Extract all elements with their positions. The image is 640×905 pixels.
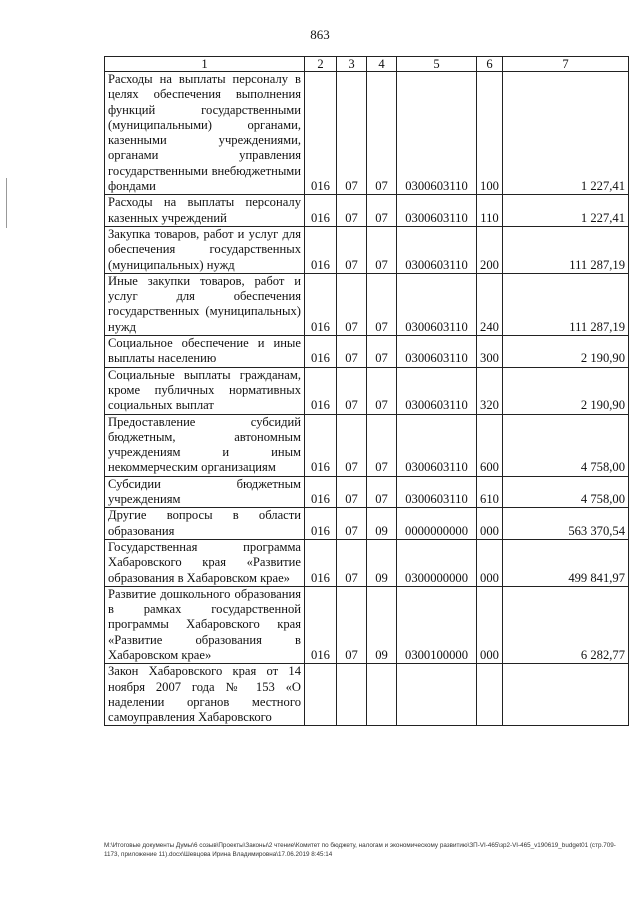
- subsection-cell: 07: [367, 72, 397, 195]
- table-row: [105, 476, 629, 508]
- target-article-cell: 0300000000: [397, 539, 477, 586]
- admin-code-cell: 016: [305, 508, 337, 540]
- margin-mark: [6, 178, 7, 228]
- table-row: [105, 586, 629, 663]
- row-name-cell: Закон Хабаровского края от 14 ноября 2007 года № 153 «О наделении органов местного самоуправления Хабаровского: [105, 664, 305, 726]
- row-name-cell: Другие вопросы в области образования: [105, 508, 305, 540]
- admin-code-cell: 016: [305, 539, 337, 586]
- amount-cell: 111 287,19: [503, 226, 629, 273]
- table-row: [105, 273, 629, 335]
- section-cell: [337, 664, 367, 726]
- section-cell: 07: [337, 336, 367, 368]
- header-cell: 7: [503, 57, 629, 72]
- amount-cell: 6 282,77: [503, 586, 629, 663]
- amount-cell: 1 227,41: [503, 72, 629, 195]
- target-article-cell: 0300603110: [397, 336, 477, 368]
- subsection-cell: 07: [367, 226, 397, 273]
- header-row: [105, 57, 629, 72]
- header-cell: 2: [305, 57, 337, 72]
- table-row: [105, 664, 629, 726]
- table-row: [105, 336, 629, 368]
- amount-cell: 4 758,00: [503, 414, 629, 476]
- subsection-cell: 07: [367, 336, 397, 368]
- amount-cell: 1 227,41: [503, 195, 629, 227]
- header-cell: 3: [337, 57, 367, 72]
- section-cell: 07: [337, 414, 367, 476]
- expense-type-cell: 100: [477, 72, 503, 195]
- target-article-cell: 0300603110: [397, 476, 477, 508]
- header-cell: 1: [105, 57, 305, 72]
- row-name-cell: Закупка товаров, работ и услуг для обеспечения государственных (муниципальных) нужд: [105, 226, 305, 273]
- section-cell: 07: [337, 539, 367, 586]
- subsection-cell: 09: [367, 508, 397, 540]
- section-cell: 07: [337, 508, 367, 540]
- header-cell: 5: [397, 57, 477, 72]
- target-article-cell: 0300603110: [397, 414, 477, 476]
- row-name-cell: Государственная программа Хабаровского края «Развитие образования в Хабаровском крае»: [105, 539, 305, 586]
- expense-type-cell: 000: [477, 508, 503, 540]
- row-name-cell: Социальные выплаты гражданам, кроме публичных нормативных социальных выплат: [105, 367, 305, 414]
- subsection-cell: 07: [367, 414, 397, 476]
- header-cell: 6: [477, 57, 503, 72]
- table-row: [105, 508, 629, 540]
- subsection-cell: [367, 664, 397, 726]
- admin-code-cell: 016: [305, 226, 337, 273]
- section-cell: 07: [337, 367, 367, 414]
- expense-type-cell: 200: [477, 226, 503, 273]
- row-name-cell: Развитие дошкольного образования в рамках государственной программы Хабаровского края «Развитие образования в Хабаровском крае»: [105, 586, 305, 663]
- admin-code-cell: 016: [305, 367, 337, 414]
- table-body: [105, 57, 629, 726]
- section-cell: 07: [337, 476, 367, 508]
- table-row: [105, 414, 629, 476]
- subsection-cell: 07: [367, 476, 397, 508]
- admin-code-cell: 016: [305, 72, 337, 195]
- amount-cell: [503, 664, 629, 726]
- expense-type-cell: 320: [477, 367, 503, 414]
- admin-code-cell: 016: [305, 195, 337, 227]
- row-name-cell: Иные закупки товаров, работ и услуг для обеспечения государственных (муниципальных) нужд: [105, 273, 305, 335]
- row-name-cell: Расходы на выплаты персоналу казенных учреждений: [105, 195, 305, 227]
- amount-cell: 4 758,00: [503, 476, 629, 508]
- admin-code-cell: 016: [305, 336, 337, 368]
- admin-code-cell: 016: [305, 586, 337, 663]
- target-article-cell: 0300603110: [397, 195, 477, 227]
- expense-type-cell: 000: [477, 586, 503, 663]
- section-cell: 07: [337, 72, 367, 195]
- target-article-cell: [397, 664, 477, 726]
- expense-type-cell: 600: [477, 414, 503, 476]
- amount-cell: 499 841,97: [503, 539, 629, 586]
- budget-table: [104, 56, 629, 726]
- target-article-cell: 0300603110: [397, 273, 477, 335]
- page-number: 863: [310, 27, 330, 42]
- section-cell: 07: [337, 226, 367, 273]
- subsection-cell: 07: [367, 195, 397, 227]
- table-row: [105, 226, 629, 273]
- subsection-cell: 09: [367, 539, 397, 586]
- subsection-cell: 07: [367, 273, 397, 335]
- target-article-cell: 0300603110: [397, 226, 477, 273]
- section-cell: 07: [337, 586, 367, 663]
- expense-type-cell: 110: [477, 195, 503, 227]
- row-name-cell: Социальное обеспечение и иные выплаты населению: [105, 336, 305, 368]
- table-row: [105, 539, 629, 586]
- amount-cell: 563 370,54: [503, 508, 629, 540]
- header-cell: 4: [367, 57, 397, 72]
- expense-type-cell: 300: [477, 336, 503, 368]
- row-name-cell: Субсидии бюджетным учреждениям: [105, 476, 305, 508]
- admin-code-cell: 016: [305, 273, 337, 335]
- row-name-cell: Расходы на выплаты персоналу в целях обеспечения выполнения функций государственными (муниципальными) органами, казенными учреждениями, органами управления государственными внебюджетными фондами: [105, 72, 305, 195]
- subsection-cell: 07: [367, 367, 397, 414]
- table-row: [105, 195, 629, 227]
- row-name-cell: Предоставление субсидий бюджетным, автономным учреждениям и иным некоммерческим организациям: [105, 414, 305, 476]
- admin-code-cell: [305, 664, 337, 726]
- expense-type-cell: 240: [477, 273, 503, 335]
- document-path-footer: M:\Итоговые документы Думы\6 созыв\Проекты\Законы\2 чтение\Комитет по бюджету, налогам и экономическому развитию\ЗП-VI-465\зр2-VI-465_v190619_budget01 (стр.709-1173, приложение 11).docx\Шевцова Ирина Владимировна\17.06.2019 8:45:14: [104, 842, 616, 858]
- target-article-cell: 0300603110: [397, 72, 477, 195]
- section-cell: 07: [337, 273, 367, 335]
- amount-cell: 2 190,90: [503, 367, 629, 414]
- target-article-cell: 0300100000: [397, 586, 477, 663]
- section-cell: 07: [337, 195, 367, 227]
- subsection-cell: 09: [367, 586, 397, 663]
- target-article-cell: 0300603110: [397, 367, 477, 414]
- amount-cell: 111 287,19: [503, 273, 629, 335]
- admin-code-cell: 016: [305, 476, 337, 508]
- admin-code-cell: 016: [305, 414, 337, 476]
- amount-cell: 2 190,90: [503, 336, 629, 368]
- expense-type-cell: 000: [477, 539, 503, 586]
- expense-type-cell: 610: [477, 476, 503, 508]
- expense-type-cell: [477, 664, 503, 726]
- target-article-cell: 0000000000: [397, 508, 477, 540]
- table-row: [105, 367, 629, 414]
- table-row: [105, 72, 629, 195]
